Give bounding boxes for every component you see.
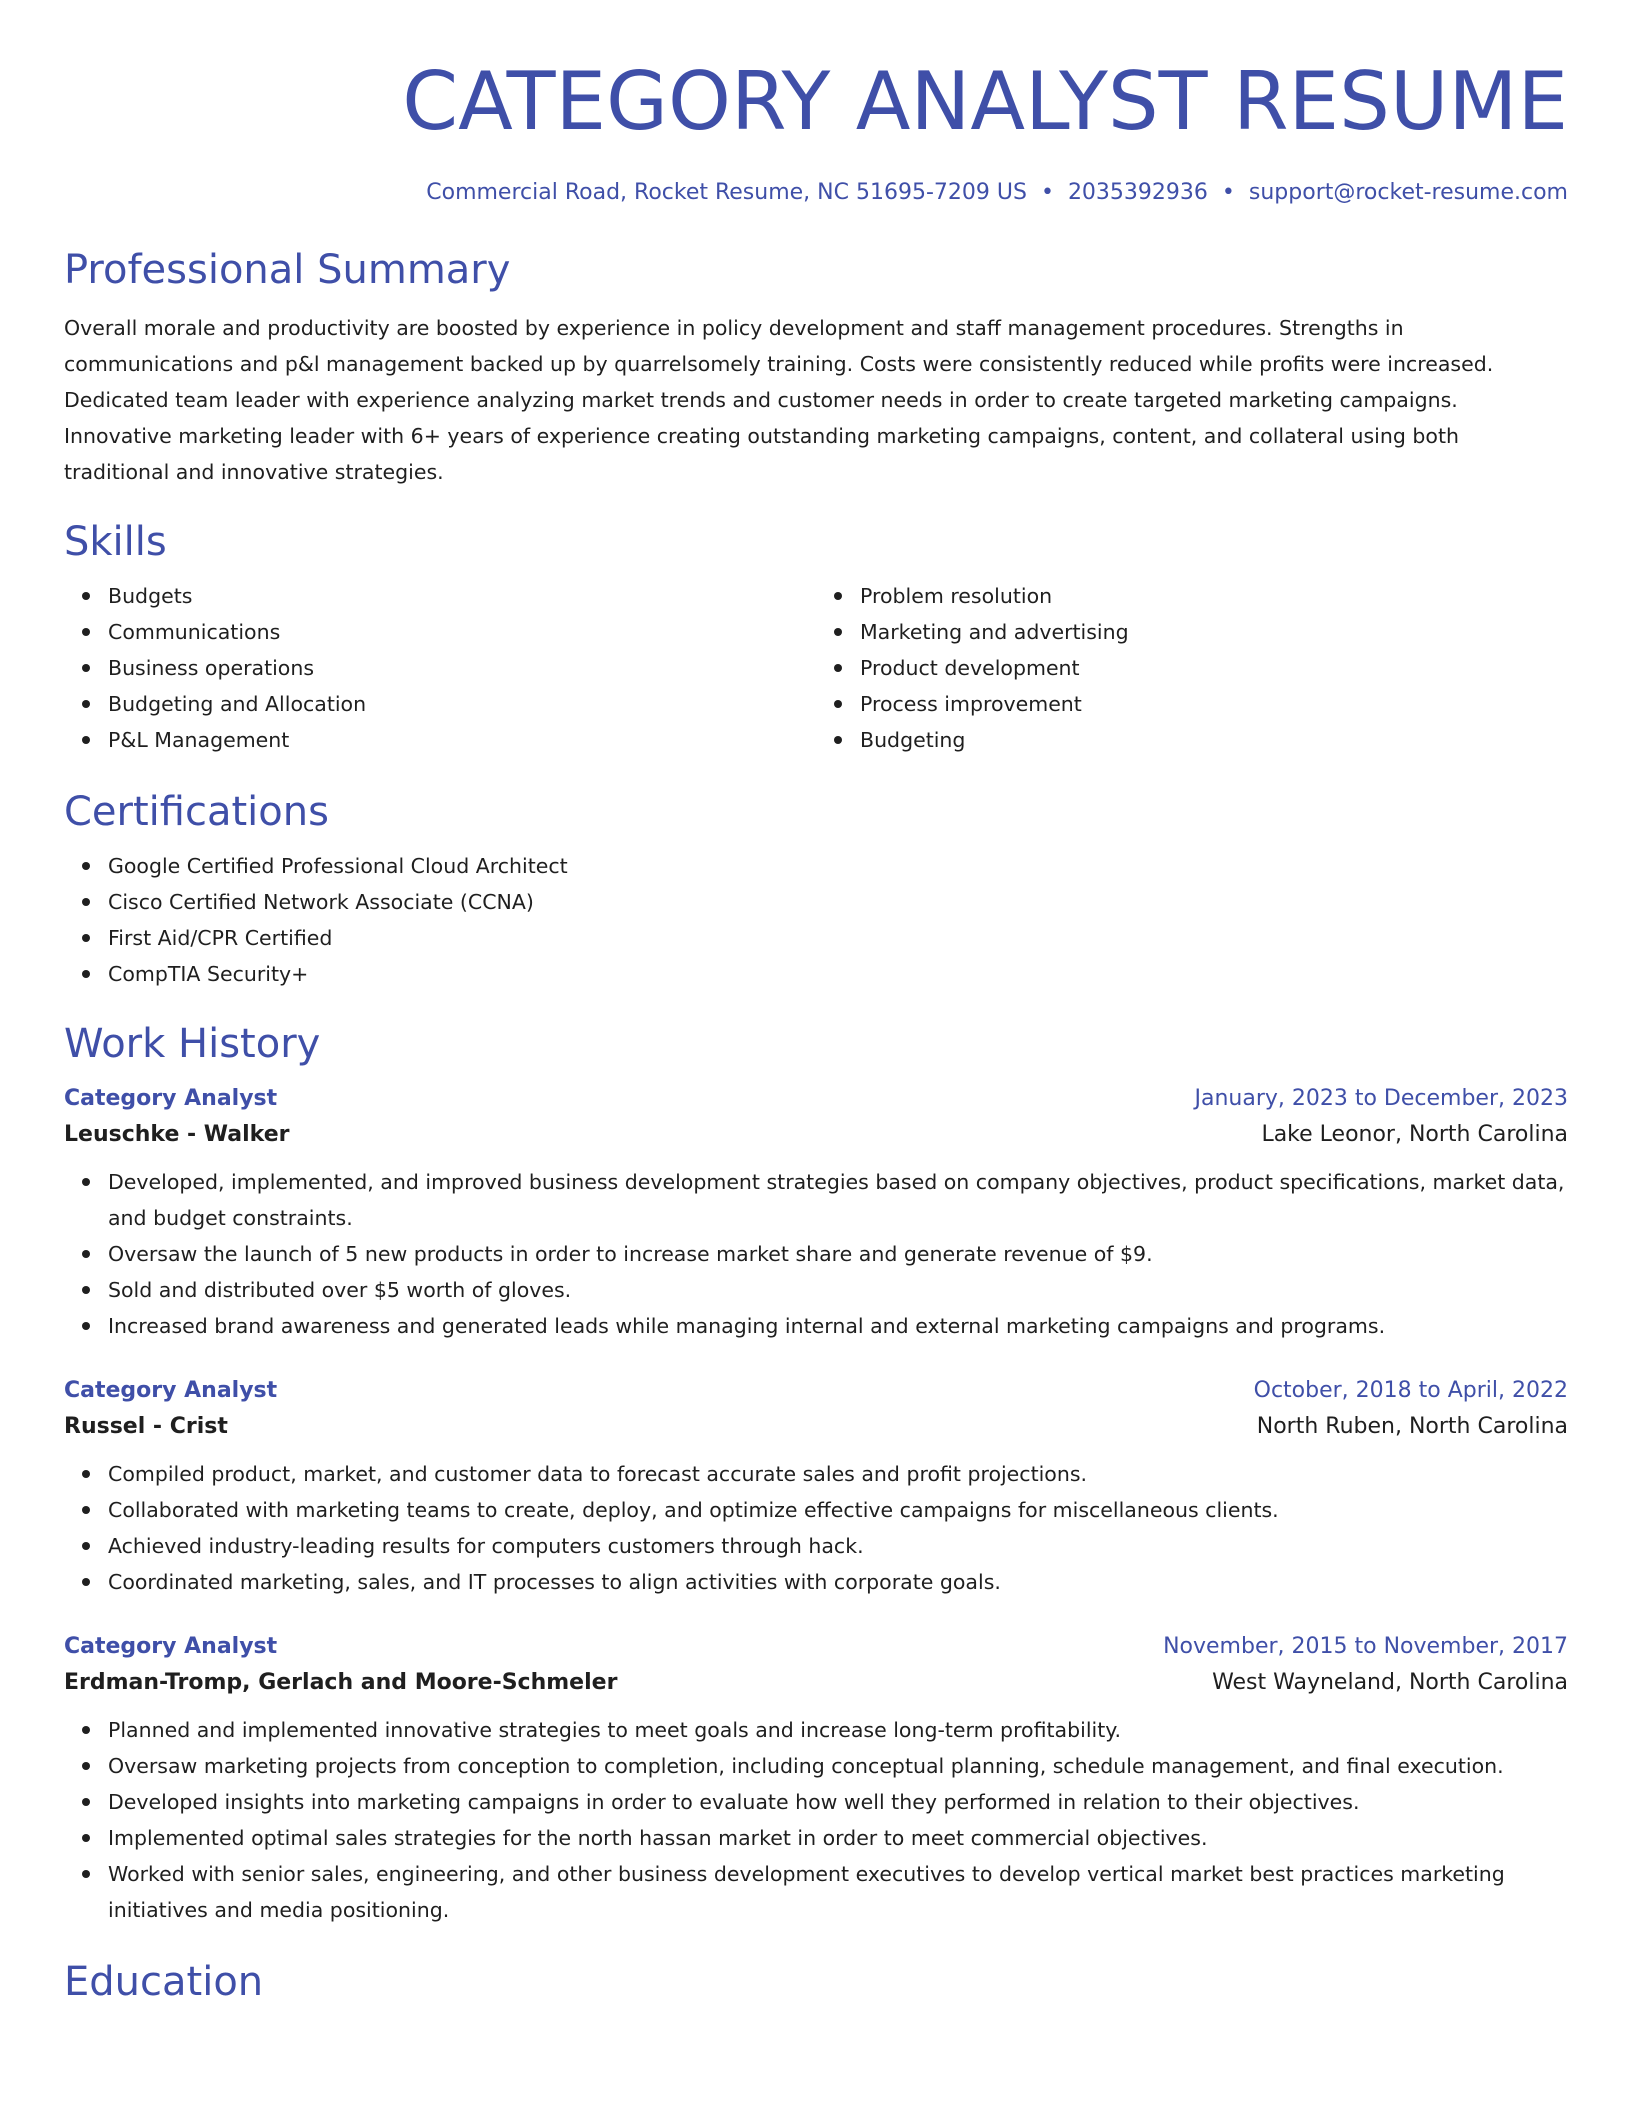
contact-email: support@rocket-resume.com xyxy=(1248,180,1568,205)
job-bullet: Sold and distributed over $5 worth of gloves. xyxy=(108,1272,1568,1308)
skill-item: Product development xyxy=(860,650,1568,686)
job-header xyxy=(64,1082,1568,1116)
section-title-education: Education xyxy=(64,1959,264,2005)
certification-item: CompTIA Security+ xyxy=(108,956,1568,992)
job-dates: January, 2023 to December, 2023 xyxy=(1194,1086,1568,1111)
summary-text: Overall morale and productivity are boosted by experience in policy development and staff management procedures. Strengths in communications and p&l management backed up by quarrelsomely training. Costs were consistently reduced while profits were increased. Dedicated team leader with experience analyzing market trends and customer needs in order to create targeted marketing campaigns. Innovative marketing leader with 6+ years of experience creating outstanding marketing campaigns, content, and collateral using both traditional and innovative strategies. xyxy=(64,316,1494,484)
section-title-skills: Skills xyxy=(64,519,167,565)
contact-separator: • xyxy=(1040,180,1054,205)
job-subheader xyxy=(64,1116,1568,1154)
job-bullet: Compiled product, market, and customer data to forecast accurate sales and profit projections. xyxy=(108,1456,1568,1492)
skill-item: Budgeting xyxy=(860,722,1568,758)
job-entry xyxy=(64,1630,1568,1928)
job-location: Lake Leonor, North Carolina xyxy=(1261,1122,1568,1147)
job-bullets xyxy=(64,1456,1568,1600)
job-company: Leuschke - Walker xyxy=(64,1122,290,1147)
job-bullets xyxy=(64,1712,1568,1928)
job-role: Category Analyst xyxy=(64,1086,278,1111)
skill-item: Communications xyxy=(108,614,816,650)
resume-title: CATEGORY ANALYST RESUME xyxy=(402,55,1568,148)
job-bullet: Planned and implemented innovative strategies to meet goals and increase long-term profitability. xyxy=(108,1712,1568,1748)
job-dates: October, 2018 to April, 2022 xyxy=(1253,1378,1568,1403)
job-subheader xyxy=(64,1664,1568,1702)
contact-address: Commercial Road, Rocket Resume, NC 51695-7209 US xyxy=(426,180,1027,205)
certifications-list xyxy=(64,848,1568,992)
job-entry xyxy=(64,1374,1568,1600)
job-company: Erdman-Tromp, Gerlach and Moore-Schmeler xyxy=(64,1670,618,1695)
job-bullet: Oversaw marketing projects from conception to completion, including conceptual planning, schedule management, and final execution. xyxy=(108,1748,1568,1784)
job-header xyxy=(64,1630,1568,1664)
job-bullet: Achieved industry-leading results for computers customers through hack. xyxy=(108,1528,1568,1564)
skill-item: Problem resolution xyxy=(860,578,1568,614)
certification-item: Cisco Certified Network Associate (CCNA) xyxy=(108,884,1568,920)
job-bullet: Developed insights into marketing campaigns in order to evaluate how well they performed in relation to their objectives. xyxy=(108,1784,1568,1820)
job-role: Category Analyst xyxy=(64,1634,278,1659)
job-header xyxy=(64,1374,1568,1408)
job-entry xyxy=(64,1082,1568,1344)
resume-header xyxy=(64,0,1568,208)
skill-item: Marketing and advertising xyxy=(860,614,1568,650)
job-bullet: Implemented optimal sales strategies for the north hassan market in order to meet commercial objectives. xyxy=(108,1820,1568,1856)
contact-phone: 2035392936 xyxy=(1067,180,1208,205)
job-bullet: Increased brand awareness and generated leads while managing internal and external marketing campaigns and programs. xyxy=(108,1308,1568,1344)
skill-item: Business operations xyxy=(108,650,816,686)
skills-list xyxy=(64,578,1568,758)
skill-item: Budgets xyxy=(108,578,816,614)
contact-separator: • xyxy=(1221,180,1235,205)
section-title-summary: Professional Summary xyxy=(64,247,511,293)
job-bullet: Worked with senior sales, engineering, and other business development executives to develop vertical market best practices marketing initiatives and media positioning. xyxy=(108,1856,1568,1928)
job-bullet: Coordinated marketing, sales, and IT processes to align activities with corporate goals. xyxy=(108,1564,1568,1600)
contact-line xyxy=(64,178,1568,208)
job-location: North Ruben, North Carolina xyxy=(1256,1414,1568,1439)
job-role: Category Analyst xyxy=(64,1378,278,1403)
job-location: West Wayneland, North Carolina xyxy=(1212,1670,1568,1695)
skills-column-left xyxy=(64,578,816,758)
certification-item: Google Certified Professional Cloud Architect xyxy=(108,848,1568,884)
skill-item: Process improvement xyxy=(860,686,1568,722)
skill-item: P&L Management xyxy=(108,722,816,758)
skills-column-right xyxy=(816,578,1568,758)
job-bullet: Developed, implemented, and improved business development strategies based on company objectives, product specifications, market data, and budget constraints. xyxy=(108,1164,1568,1236)
resume-page xyxy=(64,0,1568,2008)
skill-item: Budgeting and Allocation xyxy=(108,686,816,722)
job-bullets xyxy=(64,1164,1568,1344)
job-bullet: Oversaw the launch of 5 new products in order to increase market share and generate revenue of $9. xyxy=(108,1236,1568,1272)
section-title-certifications: Certifications xyxy=(64,789,329,835)
job-subheader xyxy=(64,1408,1568,1446)
job-bullet: Collaborated with marketing teams to create, deploy, and optimize effective campaigns for miscellaneous clients. xyxy=(108,1492,1568,1528)
job-dates: November, 2015 to November, 2017 xyxy=(1163,1634,1568,1659)
section-title-work-history: Work History xyxy=(64,1021,321,1067)
certification-item: First Aid/CPR Certified xyxy=(108,920,1568,956)
job-company: Russel - Crist xyxy=(64,1414,228,1439)
